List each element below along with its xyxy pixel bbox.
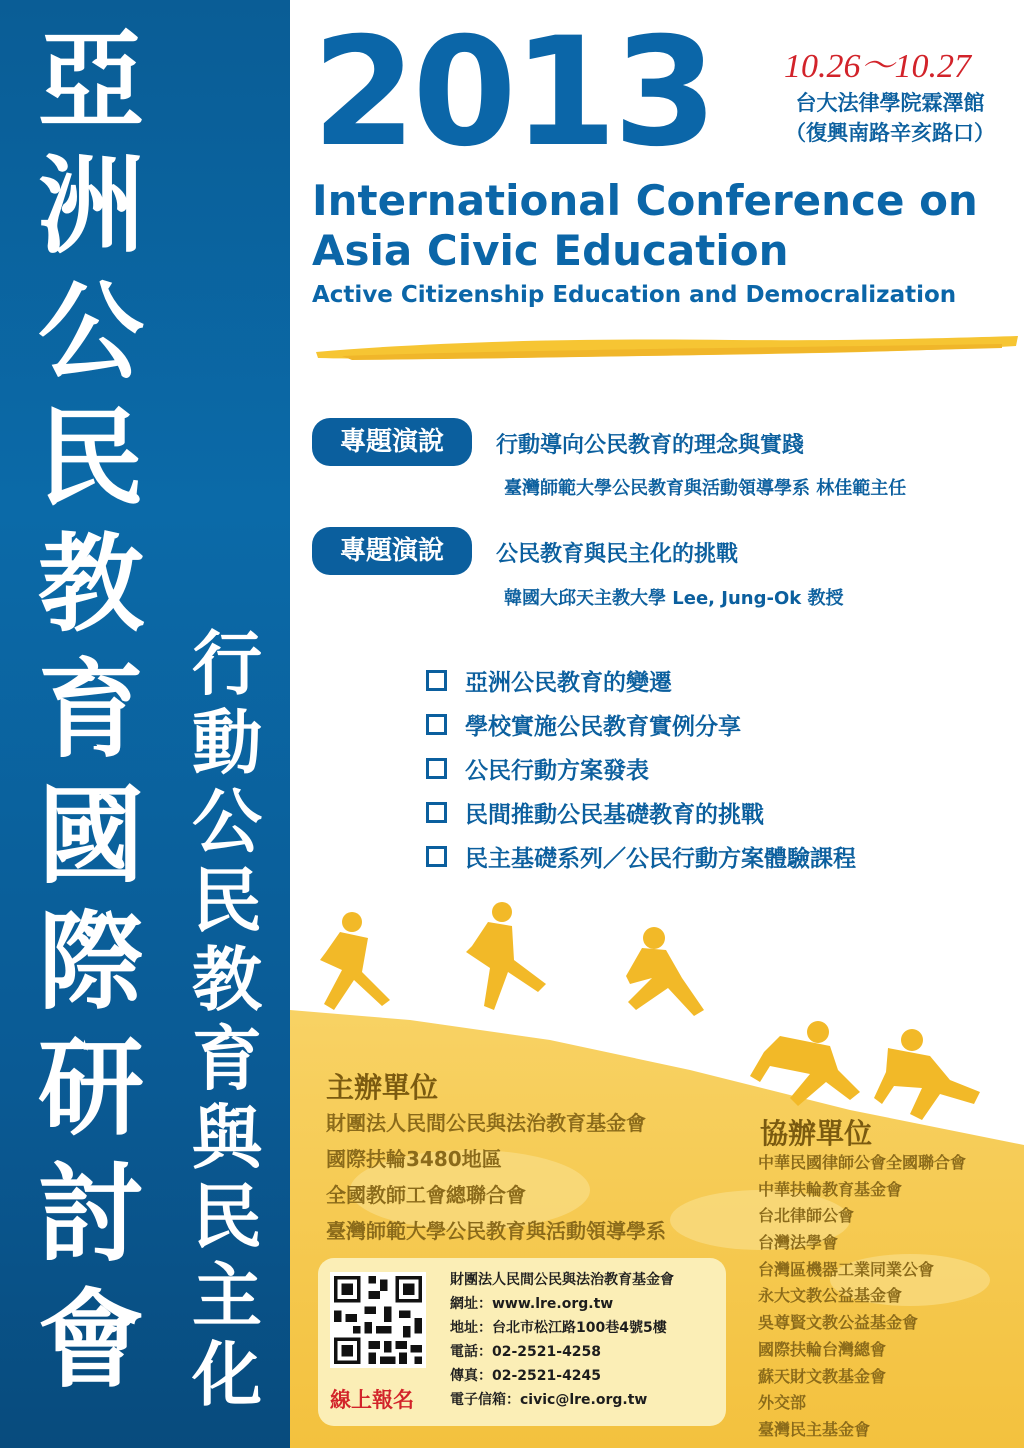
venue-line: 台大法律學院霖澤館 <box>795 91 985 115</box>
subtitle-char: 與 <box>192 1097 262 1179</box>
checkbox-icon <box>426 758 447 779</box>
topic-list <box>426 658 856 878</box>
list-item: 國際扶輪3480地區 <box>326 1147 502 1171</box>
title-char: 公 <box>38 271 144 394</box>
subtitle-char: 化 <box>192 1334 262 1416</box>
signup-link[interactable]: 線上報名 <box>330 1388 414 1412</box>
conference-subtitle: Active Citizenship Education and Democralization <box>312 282 957 308</box>
checkbox-icon <box>426 714 447 735</box>
conference-title-line: Asia Civic Education <box>312 226 789 275</box>
title-char: 洲 <box>38 145 144 268</box>
list-item: 永大文教公益基金會 <box>758 1286 903 1306</box>
subtitle-char: 民 <box>192 860 262 942</box>
list-item: 國際扶輪台灣總會 <box>758 1339 887 1359</box>
contact-website[interactable]: 網址：www.lre.org.tw <box>450 1296 614 1312</box>
checkbox-icon <box>426 670 447 691</box>
contact-org: 財團法人民間公民與法治教育基金會 <box>450 1272 674 1288</box>
list-item <box>426 702 856 746</box>
organizers-list <box>326 1105 666 1249</box>
qr-code-icon[interactable] <box>330 1272 426 1368</box>
keynote-label: 專題演說 <box>312 527 472 575</box>
list-item: 台灣區機器工業同業公會 <box>758 1259 935 1279</box>
list-item: 臺灣民主基金會 <box>758 1419 871 1439</box>
co-organizers-list <box>758 1150 966 1444</box>
title-char: 民 <box>38 397 144 520</box>
title-char: 育 <box>38 649 144 772</box>
topic-text: 民主基礎系列／公民行動方案體驗課程 <box>465 845 856 872</box>
contact-fax: 傳真：02-2521-4245 <box>450 1368 602 1384</box>
title-char: 國 <box>38 775 144 898</box>
organizers-title: 主辦單位 <box>326 1071 439 1104</box>
list-item: 台灣法學會 <box>758 1233 839 1253</box>
title-char: 討 <box>38 1153 144 1276</box>
keynote-speaker: 臺灣師範大學公民教育與活動領導學系 林佳範主任 <box>504 478 907 499</box>
left-banner <box>0 0 290 1448</box>
list-item: 臺灣師範大學公民教育與活動領導學系 <box>326 1219 666 1243</box>
contact-info <box>450 1268 674 1412</box>
title-char: 亞 <box>38 19 144 142</box>
list-item <box>426 658 856 702</box>
list-item: 蘇天財文教基金會 <box>758 1366 887 1386</box>
title-char: 際 <box>38 901 144 1024</box>
subtitle-char: 育 <box>192 1018 262 1100</box>
list-item: 台北律師公會 <box>758 1206 855 1226</box>
list-item: 吳尊賢文教公益基金會 <box>758 1313 919 1333</box>
subtitle-char: 教 <box>192 939 262 1021</box>
list-item <box>426 790 856 834</box>
main-title <box>16 18 166 1404</box>
keynote-label: 專題演說 <box>312 418 472 466</box>
topic-text: 亞洲公民教育的變遷 <box>465 669 672 696</box>
conference-title <box>312 176 978 276</box>
keynote-topic: 公民教育與民主化的挑戰 <box>496 542 739 567</box>
contact-phone: 電話：02-2521-4258 <box>450 1344 602 1360</box>
subtitle-char: 行 <box>192 623 262 705</box>
conference-title-line: International Conference on <box>312 176 978 225</box>
list-item: 中華民國律師公會全國聯合會 <box>758 1153 967 1172</box>
topic-text: 民間推動公民基礎教育的挑戰 <box>465 801 764 828</box>
subtitle-char: 公 <box>192 781 262 863</box>
title-char: 會 <box>38 1279 144 1402</box>
contact-email[interactable]: 電子信箱：civic@lre.org.tw <box>450 1392 648 1408</box>
co-organizers-title: 協辦單位 <box>760 1117 873 1150</box>
list-item: 中華扶輪教育基金會 <box>758 1179 903 1199</box>
keynote-speaker: 韓國大邱天主教大學 Lee, Jung-Ok 教授 <box>504 588 844 609</box>
year: 2013 <box>312 6 714 180</box>
list-item <box>426 746 856 790</box>
venue-line: （復興南路辛亥路口） <box>785 121 995 145</box>
title-char: 教 <box>38 523 144 646</box>
venue <box>770 88 1010 148</box>
event-dates: 10.26～10.27 <box>784 48 971 85</box>
brush-stroke <box>312 332 1022 366</box>
topic-text: 學校實施公民教育實例分享 <box>465 713 741 740</box>
list-item: 全國教師工會總聯合會 <box>326 1183 526 1207</box>
title-char: 研 <box>38 1027 144 1150</box>
checkbox-icon <box>426 802 447 823</box>
keynote-topic: 行動導向公民教育的理念與實踐 <box>496 433 805 458</box>
topic-text: 公民行動方案發表 <box>465 757 649 784</box>
list-item: 財團法人民間公民與法治教育基金會 <box>326 1111 646 1135</box>
subtitle-char: 動 <box>192 702 262 784</box>
vertical-subtitle <box>172 625 282 1415</box>
subtitle-char: 民 <box>192 1176 262 1258</box>
subtitle-char: 主 <box>192 1255 262 1337</box>
contact-address: 地址：台北市松江路100巷4號5樓 <box>450 1320 667 1336</box>
list-item: 外交部 <box>758 1393 807 1413</box>
